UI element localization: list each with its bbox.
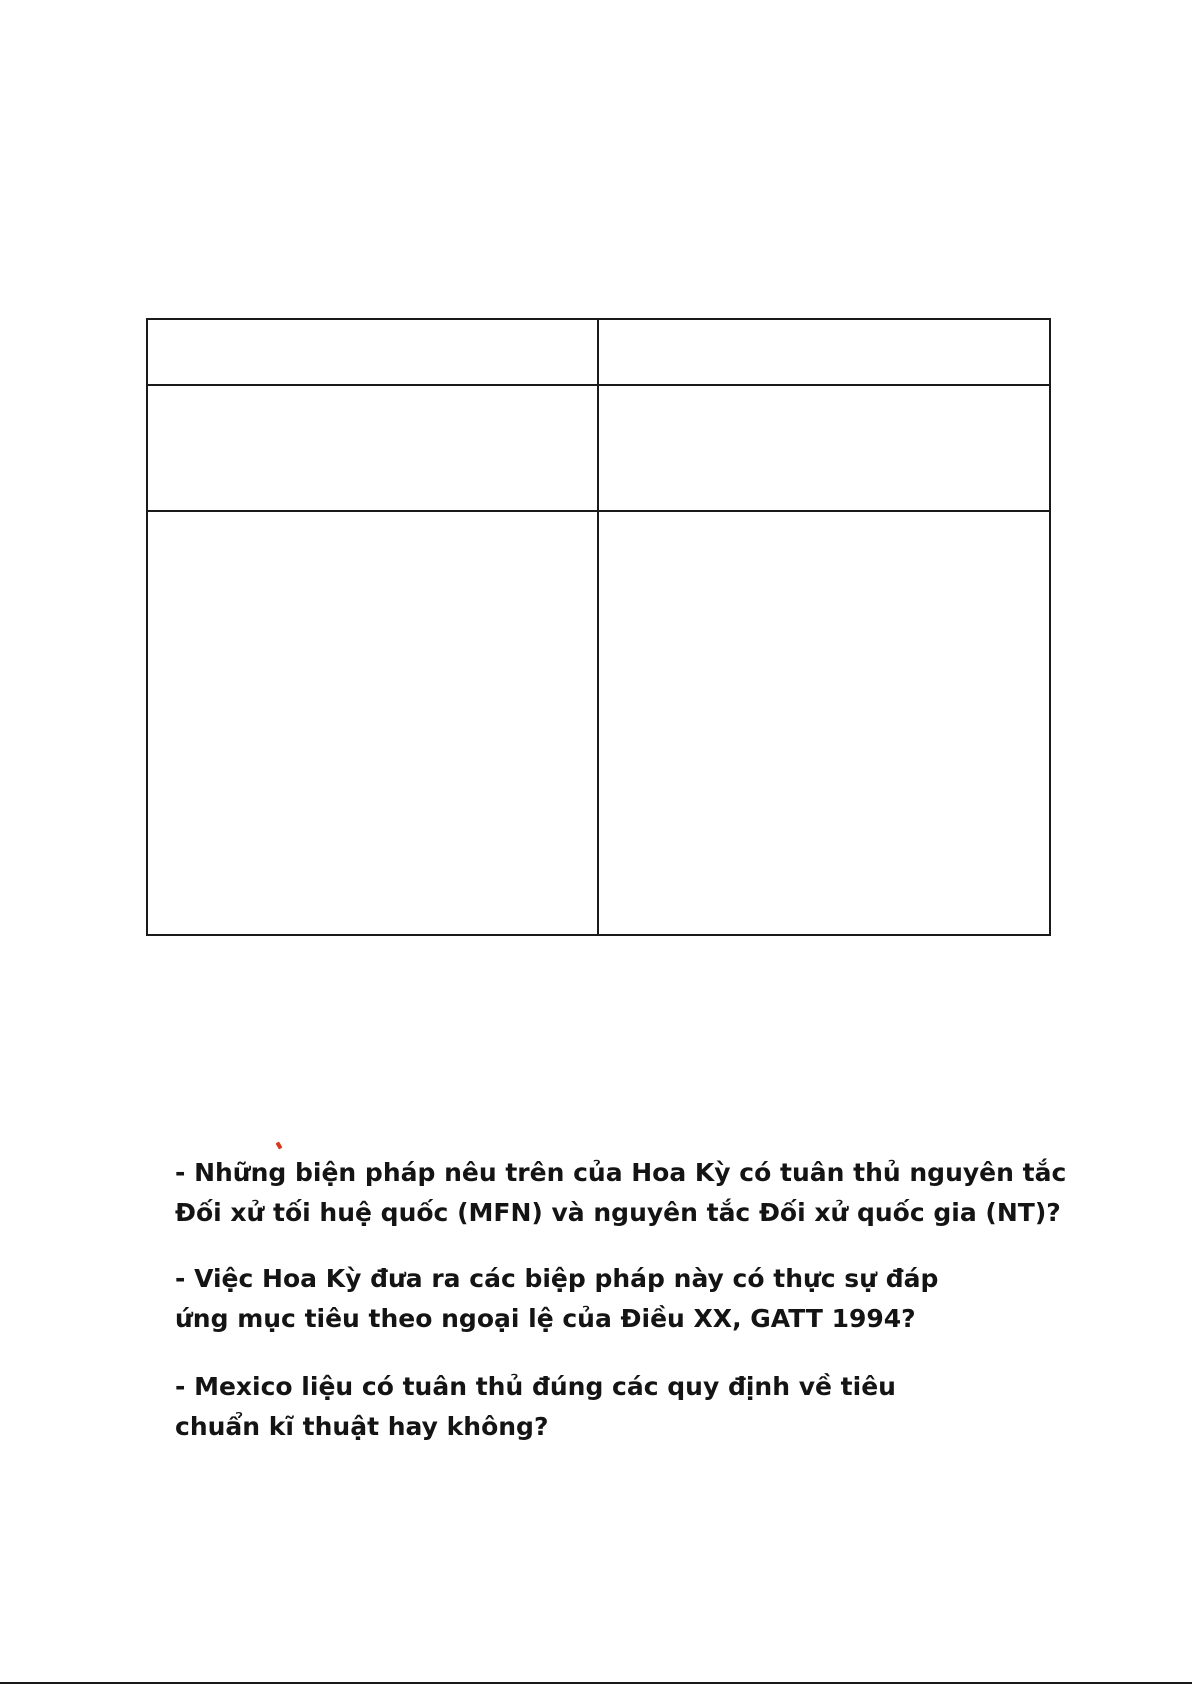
question-3	[175, 1367, 896, 1447]
empty-table	[146, 318, 1051, 936]
table-cell	[147, 319, 598, 385]
question-line: Đối xử tối huệ quốc (MFN) và nguyên tắc Đối xử quốc gia (NT)?	[175, 1198, 1061, 1227]
red-annotation-mark	[276, 1141, 283, 1149]
table-row	[147, 319, 1050, 385]
table-cell	[598, 385, 1050, 511]
question-line: chuẩn kĩ thuật hay không?	[175, 1412, 549, 1441]
table-row	[147, 511, 1050, 935]
table-cell	[598, 319, 1050, 385]
table-cell	[147, 385, 598, 511]
bottom-divider	[0, 1682, 1192, 1684]
table-cell	[147, 511, 598, 935]
table-row	[147, 385, 1050, 511]
table-cell	[598, 511, 1050, 935]
question-line: - Mexico liệu có tuân thủ đúng các quy định về tiêu	[175, 1372, 896, 1401]
question-1	[175, 1153, 1066, 1233]
question-line: - Những biện pháp nêu trên của Hoa Kỳ có tuân thủ nguyên tắc	[175, 1158, 1067, 1187]
question-line: - Việc Hoa Kỳ đưa ra các biệp pháp này có thực sự đáp	[175, 1264, 939, 1293]
question-2	[175, 1259, 938, 1339]
question-line: ứng mục tiêu theo ngoại lệ của Điều XX, GATT 1994?	[175, 1304, 916, 1333]
